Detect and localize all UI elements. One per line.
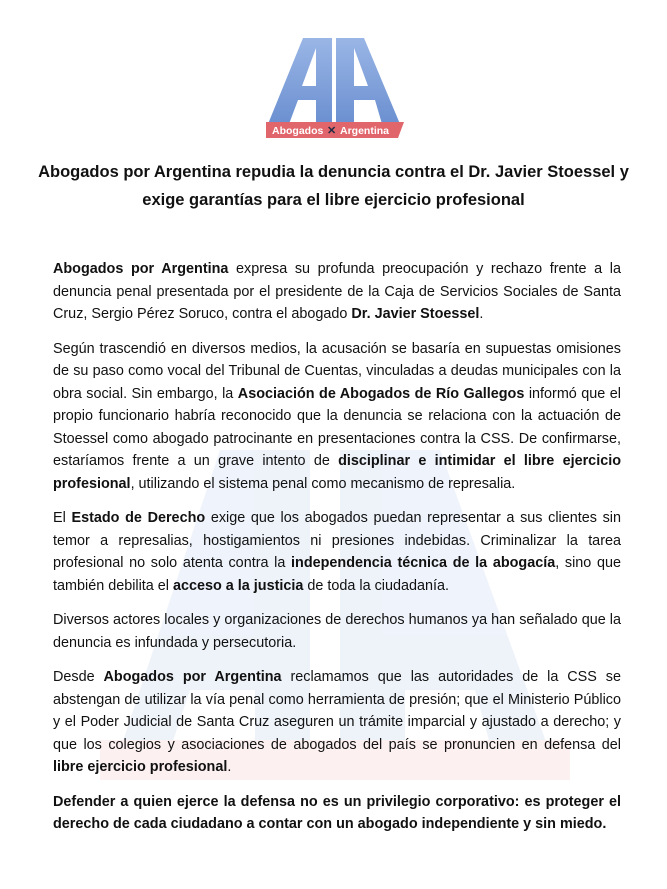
- bold-text: Asociación de Abogados de Río Gallegos: [237, 385, 525, 402]
- text-run: .: [479, 306, 484, 322]
- text-run: .: [227, 759, 232, 775]
- svg-text:✕: ✕: [327, 125, 337, 137]
- paragraph-2: [53, 338, 621, 496]
- text-run: , utilizando el sistema penal como mecanismo de represalia.: [130, 475, 516, 492]
- text-run: Desde: [53, 669, 104, 685]
- bold-text: Dr. Javier Stoessel: [351, 306, 480, 322]
- paragraph-5: [53, 666, 621, 779]
- bold-text: Abogados por Argentina: [103, 669, 282, 685]
- text-run: informó que el propio funcionario habría reconocido que la denuncia se relaciona con la actuación de Stoessel como abogado patrocinante en presentaciones contra la CSS. De confirmarse, estaríamos frente a un grave intento de: [53, 385, 621, 469]
- bold-text: Estado de Derecho: [71, 510, 206, 526]
- text-run: Diversos actores locales y organizaciones de derechos humanos ya han señalado que la denuncia es infundada y persecutoria.: [53, 612, 621, 651]
- bold-text: independencia técnica de la abogacía: [291, 555, 556, 571]
- text-run: El: [53, 510, 72, 526]
- page-title: Abogados por Argentina repudia la denuncia contra el Dr. Javier Stoessel y exige garantías para el libre ejercicio profesional: [38, 163, 629, 209]
- text-run: de toda la ciudadanía.: [303, 577, 450, 594]
- aa-logo-icon: [258, 34, 410, 142]
- article-body: [53, 258, 621, 848]
- bold-text: disciplinar e intimidar el libre ejercicio profesional: [53, 453, 621, 492]
- text-run: exige que los abogados puedan representar a sus clientes sin temor a represalias, hostigamientos ni presiones indebidas. Criminalizar la tarea profesional no solo atenta contra la: [53, 510, 621, 571]
- bold-text: acceso a la justicia: [173, 577, 304, 594]
- text-run: expresa su profunda preocupación y rechazo frente a la denuncia penal presentada por el presidente de la Caja de Servicios Sociales de Santa Cruz, Sergio Pérez Soruco, contra el abogado: [53, 261, 621, 322]
- paragraph-1: [53, 258, 621, 326]
- closing-statement: Defender a quien ejerce la defensa no es un privilegio corporativo: es proteger el derecho de cada ciudadano a contar con un abogado independiente y sin miedo.: [53, 793, 621, 832]
- bold-text: libre ejercicio profesional: [53, 759, 228, 775]
- text-run: , sino que también debilita el: [53, 555, 621, 594]
- svg-text:Argentina: Argentina: [340, 125, 390, 137]
- paragraph-4: [53, 609, 621, 654]
- abogados-argentina-logo: [258, 34, 410, 142]
- svg-text:Abogados: Abogados: [272, 125, 324, 137]
- paragraph-3: [53, 507, 621, 597]
- text-run: Según trascendió en diversos medios, la acusación se basaría en supuestas omisiones de su paso como vocal del Tribunal de Cuentas, vinculadas a deudas municipales con la obra social. Sin embargo, la: [53, 340, 621, 402]
- bold-text: Abogados por Argentina: [53, 261, 229, 277]
- text-run: reclamamos que las autoridades de la CSS se abstengan de utilizar la vía penal como herramienta de presión; que el Ministerio Público y el Poder Judicial de Santa Cruz aseguren un trámite imparcial y ajustado a derecho; y que los colegios y asociaciones de abogados del país se pronuncien en defensa del: [53, 669, 621, 753]
